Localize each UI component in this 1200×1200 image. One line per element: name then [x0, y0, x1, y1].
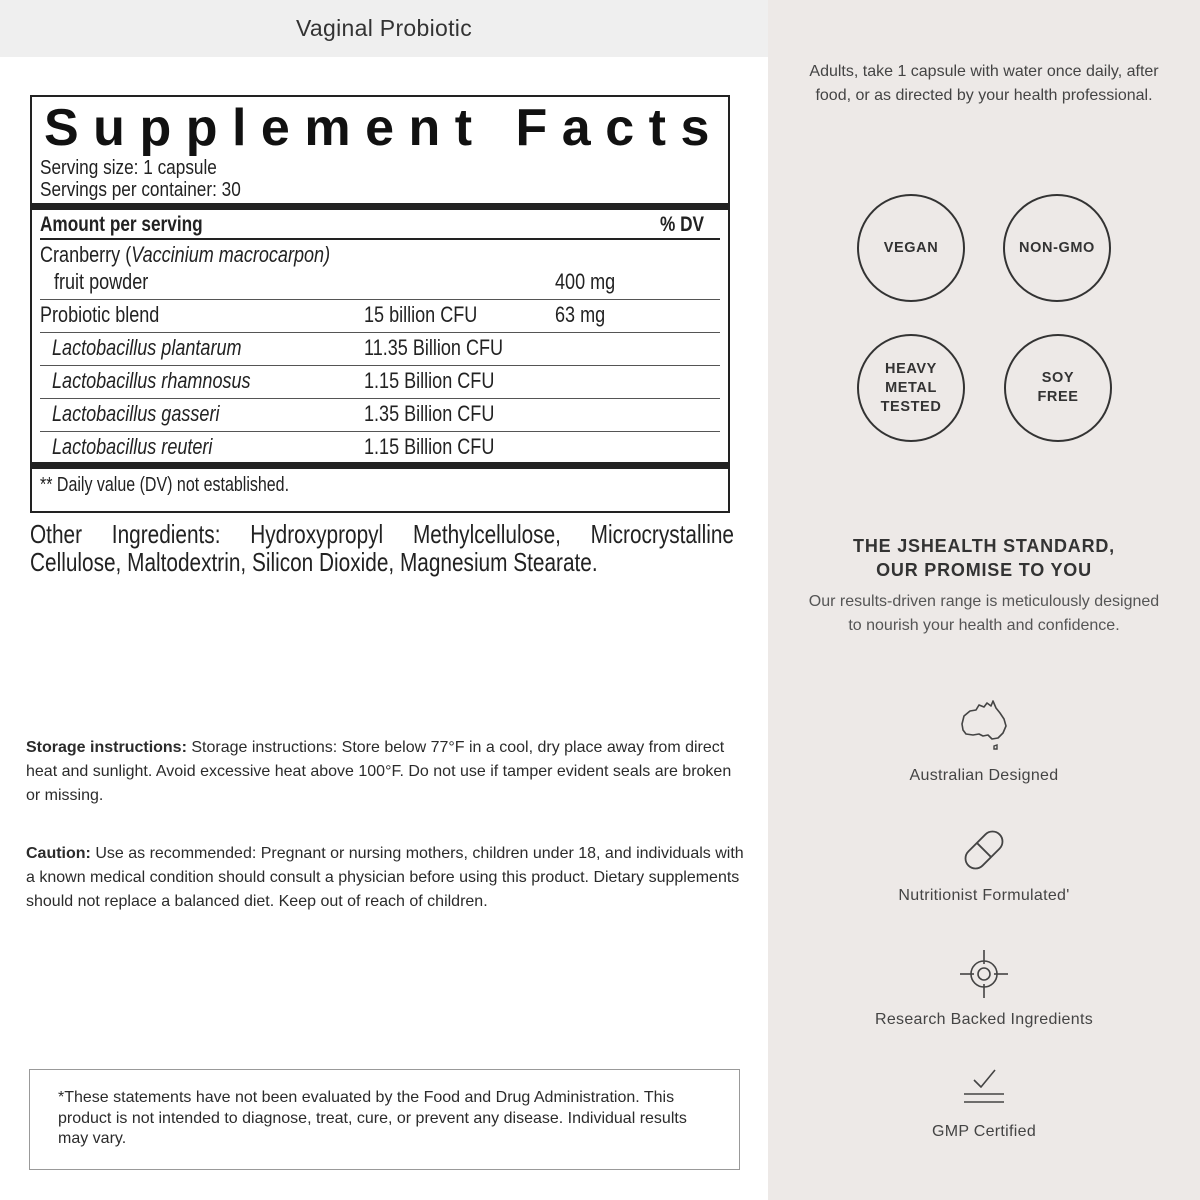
storage-instructions	[26, 736, 746, 808]
divider-thick	[32, 203, 728, 210]
australia-map-icon	[954, 694, 1014, 754]
table-row-strain	[40, 366, 720, 399]
caution-label: Caution:	[26, 845, 91, 862]
standard-text: Our results-driven range is meticulously designed to nourish your health and confidence.	[808, 593, 1160, 634]
table-row-strain	[40, 399, 720, 432]
standard-title	[788, 534, 1180, 582]
storage-label: Storage instructions:	[26, 739, 187, 756]
cranberry-amount: 400 mg	[555, 269, 616, 294]
caution-body: Use as recommended: Pregnant or nursing mothers, children under 18, and individuals with a known medical condition should consult a physician before using this product. Dietary supplements should not replace a balanced diet. Keep out of reach of children.	[26, 845, 744, 910]
standard-title-line1: THE JSHEALTH STANDARD,	[853, 536, 1115, 556]
strain-cfu: 1.15 Billion CFU	[364, 434, 495, 459]
divider-thick	[32, 462, 728, 469]
strain-name: Lactobacillus rhamnosus	[52, 368, 251, 393]
target-crosshair-icon	[954, 944, 1014, 1004]
caution-text	[26, 842, 746, 914]
dv-footnote: ** Daily value (DV) not established.	[40, 474, 290, 496]
probiotic-blend-name: Probiotic blend	[40, 302, 160, 327]
table-row-probiotic-blend	[40, 300, 720, 333]
right-panel	[768, 0, 1200, 1200]
other-ingredients: Other Ingredients: Hydroxypropyl Methylcellulose, Microcrystalline Cellulose, Maltodextrin, Silicon Dioxide, Magnesium Stearate.	[30, 519, 734, 577]
feature-label-research-backed: Research Backed Ingredients	[875, 1011, 1093, 1028]
cranberry-name: Cranberry (Vaccinium macrocarpon)	[40, 242, 331, 267]
strain-cfu: 1.15 Billion CFU	[364, 368, 495, 393]
strain-name: Lactobacillus reuteri	[52, 434, 213, 459]
probiotic-blend-amount: 63 mg	[555, 302, 606, 327]
supplement-facts-panel	[30, 95, 730, 513]
standard-title-line2: OUR PROMISE TO YOU	[876, 560, 1092, 580]
directions-text: Adults, take 1 capsule with water once daily, after food, or as directed by your health professional.	[809, 63, 1159, 104]
supplement-facts-title: Supplement Facts	[44, 99, 724, 157]
servings-per-container: Servings per container: 30	[40, 179, 241, 201]
table-row-strain	[40, 333, 720, 366]
feature-label-nutritionist-formulated: Nutritionist Formulated'	[898, 887, 1070, 904]
strain-cfu: 11.35 Billion CFU	[364, 335, 504, 360]
badge-vegan: VEGAN	[857, 194, 965, 302]
badge-non-gmo: NON-GMO	[1003, 194, 1111, 302]
strain-name: Lactobacillus gasseri	[52, 401, 220, 426]
badge-heavy-metal-tested: HEAVY METAL TESTED	[857, 334, 965, 442]
page-title: Vaginal Probiotic	[0, 0, 768, 57]
feature-label-australian-designed: Australian Designed	[909, 767, 1059, 784]
strain-cfu: 1.35 Billion CFU	[364, 401, 495, 426]
feature-label-gmp-certified: GMP Certified	[931, 1123, 1037, 1140]
facts-header-row	[40, 210, 720, 240]
amount-per-serving-label: Amount per serving	[40, 213, 203, 236]
serving-size: Serving size: 1 capsule	[40, 157, 217, 179]
checkmark-icon	[954, 1062, 1014, 1122]
strain-name: Lactobacillus plantarum	[52, 335, 242, 360]
table-row-strain	[40, 432, 720, 462]
cranberry-line2: fruit powder	[54, 269, 149, 294]
probiotic-blend-cfu: 15 billion CFU	[364, 302, 478, 327]
fda-disclaimer: *These statements have not been evaluated by the Food and Drug Administration. This product is not intended to diagnose, treat, cure, or prevent any disease. Individual results may vary.	[29, 1069, 740, 1170]
storage-text: Storage instructions: Store below 77°F in a cool, dry place away from direct heat and sunlight. Avoid excessive heat above 100°F. Do not use if tamper evident seals are broken or missing.	[26, 739, 732, 804]
capsule-icon	[954, 820, 1014, 880]
dv-header: % DV	[660, 213, 705, 236]
badge-soy-free: SOY FREE	[1004, 334, 1112, 442]
table-row-cranberry	[40, 240, 720, 300]
